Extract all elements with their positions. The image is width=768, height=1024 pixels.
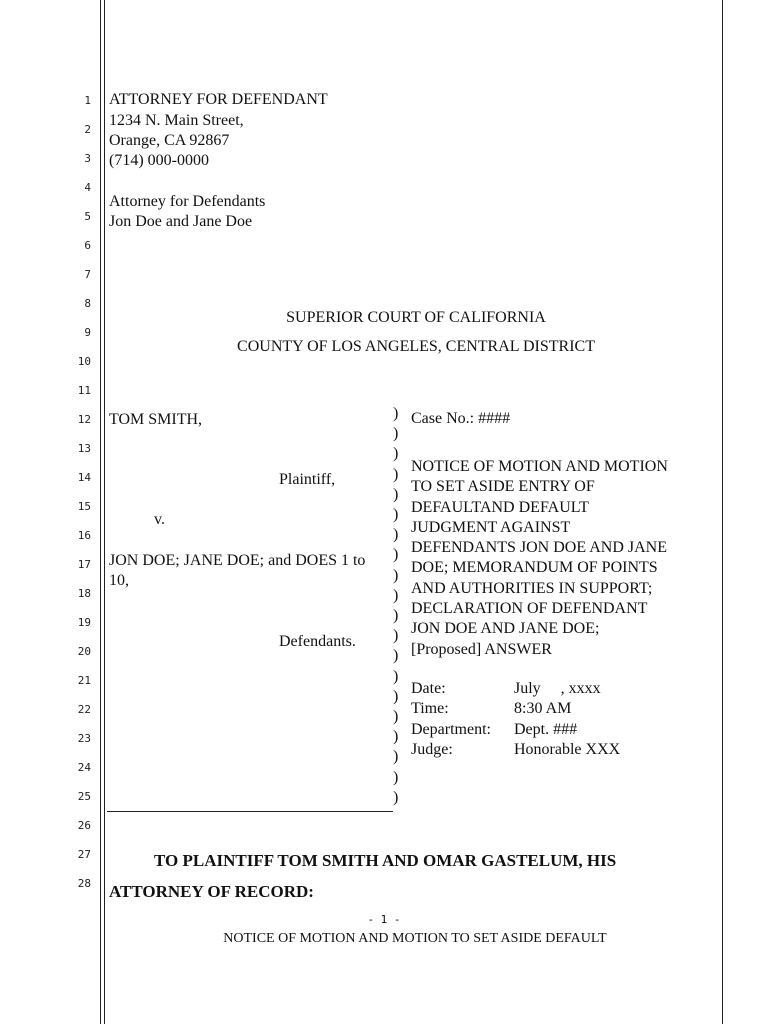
caption-paren: )	[393, 647, 399, 665]
attorney-for: Attorney for Defendants	[109, 193, 266, 210]
line-number: 12	[77, 413, 91, 426]
line-number: 7	[84, 268, 91, 281]
caption-paren: )	[393, 465, 399, 483]
caption-paren: )	[393, 728, 399, 746]
document-title-line: DEFAULTAND DEFAULT	[411, 498, 589, 516]
hearing-date-label: Date:	[411, 680, 446, 697]
line-number: 22	[77, 703, 91, 716]
footer-title: NOTICE OF MOTION AND MOTION TO SET ASIDE DEFAULT	[223, 931, 607, 946]
document-title-line: DECLARATION OF DEFENDANT	[411, 600, 648, 618]
line-numbers	[0, 0, 96, 1024]
line-number: 1	[84, 94, 91, 107]
line-number: 10	[77, 355, 91, 368]
defendants-label: Defendants.	[279, 633, 356, 650]
caption-paren: )	[393, 748, 399, 766]
line-number: 20	[77, 645, 91, 658]
salutation-line2: ATTORNEY OF RECORD:	[109, 882, 314, 901]
hearing-date-value: July , xxxx	[514, 680, 601, 697]
caption-paren: )	[393, 566, 399, 584]
line-number: 3	[84, 152, 91, 165]
attorney-address-line1: 1234 N. Main Street,	[109, 112, 244, 129]
left-margin-rule-outer	[100, 0, 101, 1024]
line-number: 13	[77, 442, 91, 455]
line-number: 6	[84, 239, 91, 252]
caption-paren: )	[393, 768, 399, 786]
hearing-dept-label: Department:	[411, 720, 491, 738]
caption-paren: )	[393, 667, 399, 685]
document-title-line: NOTICE OF MOTION AND MOTION	[411, 458, 668, 475]
document-title-line: DEFENDANTS JON DOE AND JANE	[411, 539, 667, 557]
line-number: 28	[77, 877, 91, 890]
footer-page-number: - 1 -	[367, 913, 401, 926]
hearing-dept-value: Dept. ###	[514, 720, 578, 738]
line-number: 4	[84, 181, 91, 194]
caption-paren: )	[393, 405, 399, 422]
line-number: 17	[77, 558, 91, 571]
document-title-line: [Proposed] ANSWER	[411, 640, 552, 658]
line-number: 8	[84, 297, 91, 310]
attorney-address-line2: Orange, CA 92867	[109, 132, 230, 149]
caption-paren-divider	[393, 404, 403, 808]
caption-paren: )	[393, 687, 399, 705]
line-number: 2	[84, 123, 91, 136]
line-number: 14	[77, 471, 91, 484]
defendants-line1: JON DOE; JANE DOE; and DOES 1 to	[109, 552, 366, 569]
hearing-time-label: Time:	[411, 700, 449, 718]
plaintiff-label: Plaintiff,	[279, 471, 336, 488]
line-number: 21	[77, 674, 91, 687]
line-number: 24	[77, 761, 91, 774]
document-title-line: DOE; MEMORANDUM OF POINTS	[411, 559, 658, 577]
caption-paren: )	[393, 546, 399, 564]
caption-bottom-rule	[107, 811, 393, 812]
line-number: 23	[77, 732, 91, 745]
document-title-line: JUDGMENT AGAINST	[411, 518, 571, 536]
document-title	[411, 457, 668, 660]
caption-paren: )	[393, 506, 399, 524]
caption-paren: )	[393, 425, 399, 443]
plaintiff-name: TOM SMITH,	[109, 411, 203, 428]
case-number: Case No.: ####	[411, 410, 511, 427]
line-number: 18	[77, 587, 91, 600]
caption-paren: )	[393, 526, 399, 544]
salutation-line1: TO PLAINTIFF TOM SMITH AND OMAR GASTELUM, HIS	[154, 851, 617, 870]
caption-paren: )	[393, 788, 399, 806]
right-margin-rule	[722, 0, 723, 1024]
attorney-phone: (714) 000-0000	[109, 152, 209, 169]
line-number: 15	[77, 500, 91, 513]
line-number: 11	[77, 384, 91, 397]
caption-paren: )	[393, 708, 399, 726]
line-number: 16	[77, 529, 91, 542]
caption-paren: )	[393, 586, 399, 604]
line-number: 5	[84, 210, 91, 223]
document-title-line: JON DOE AND JANE DOE;	[411, 620, 600, 638]
hearing-judge-label: Judge:	[411, 740, 453, 758]
document-title-line: AND AUTHORITIES IN SUPPORT;	[411, 579, 653, 597]
attorney-clients: Jon Doe and Jane Doe	[109, 213, 253, 230]
line-number: 9	[84, 326, 91, 339]
versus: v.	[154, 511, 165, 528]
hearing-time-value: 8:30 AM	[514, 700, 572, 718]
caption-paren: )	[393, 445, 399, 463]
court-name: SUPERIOR COURT OF CALIFORNIA	[286, 309, 546, 326]
caption-paren: )	[393, 485, 399, 503]
court-county: COUNTY OF LOS ANGELES, CENTRAL DISTRICT	[237, 338, 595, 355]
caption-paren: )	[393, 627, 399, 645]
line-number: 26	[77, 819, 91, 832]
line-number: 19	[77, 616, 91, 629]
hearing-judge-value: Honorable XXX	[514, 740, 621, 758]
line-number: 27	[77, 848, 91, 861]
document-title-line: TO SET ASIDE ENTRY OF	[411, 478, 595, 496]
line-number: 25	[77, 790, 91, 803]
left-margin-rule-inner	[104, 0, 105, 1024]
defendants-line2: 10,	[109, 572, 129, 589]
caption-paren: )	[393, 607, 399, 625]
attorney-header: ATTORNEY FOR DEFENDANT	[109, 91, 328, 108]
